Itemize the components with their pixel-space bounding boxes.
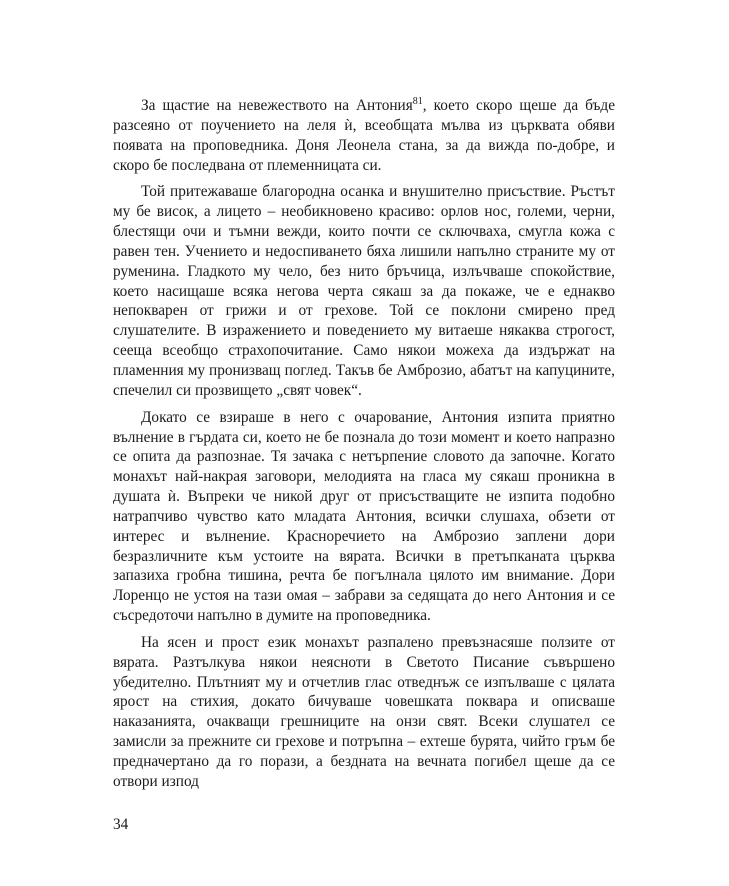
paragraph-1-lead: За щастие на невежеството на Антония	[141, 97, 413, 114]
paragraph-1	[113, 96, 615, 175]
book-page-body	[113, 96, 615, 792]
paragraph-1-rest: , което скоро щеше да бъде разсеяно от поучението на леля ѝ, всеобщата мълва из църквата обяви появата на проповедника. Доня Леонела стана, за да вижда по-добре, и скоро бе последвана от племенницата си.	[113, 97, 615, 174]
paragraph-2: Той притежаваше благородна осанка и внушително присъствие. Ръстът му бе висок, а лицето – необикновено красиво: орлов нос, големи, черни, блестящи очи и тъмни вежди, които почти се сключваха, смугла кожа с равен тен. Учението и недоспиването бяха лишили напълно страните му от руменина. Гладкото му чело, без нито бръчица, излъчваше спокойствие, което насищаше всяка негова черта сякаш за да покаже, че е еднакво непокварен от грижи и от грехове. Той се поклони смирено пред слушателите. В изражението и поведението му витаеше някаква строгост, сееща всеобщо страхопочитание. Само някои можеха да издържат на пламенния му пронизващ поглед. Такъв бе Амброзио, абатът на капуцините, спечелил си прозвището „свят човек“.	[113, 183, 615, 399]
paragraph-3: Докато се взираше в него с очарование, Антония изпита приятно вълнение в гърдата си, което не бе познала до този момент и което напразно се опита да разпознае. Тя зачака с нетърпение словото да започне. Когато монахът най-накрая заговори, мелодията на гласа му сякаш проникна в душата ѝ. Въпреки че никой друг от присъстващите не изпита подобно натрапчиво чувство като младата Антония, всички слушаха, обзети от интерес и вълнение. Красноречието на Амброзио заплени дори безразличните към устоите на вярата. Всички в претъпканата църква запазиха гробна тишина, речта бе погълнала цялото им внимание. Дори Лоренцо не устоя на тази омая – забрави за седящата до него Антония и се съсредоточи напълно в думите на проповедника.	[113, 408, 615, 625]
page-number: 34	[113, 816, 129, 833]
footnote-reference[interactable]: 81	[412, 96, 423, 107]
paragraph-4: На ясен и прост език монахът разпалено превъзнасяше ползите от вярата. Разтълкува някои неясноти в Светото Писание съвършено убедително. Плътният му и отчетлив глас отведнъж се изпълваше с цялата ярост на стихия, докато бичуваше човешката поквара и описваше наказанията, очакващи грешниците на онзи свят. Всеки слушател се замисли за прежните си грехове и потръпна – ехтеше бурята, чийто гръм бе предначертано да го порази, а бездната на вечната погибел щеше да се отвори изпод	[113, 633, 615, 790]
